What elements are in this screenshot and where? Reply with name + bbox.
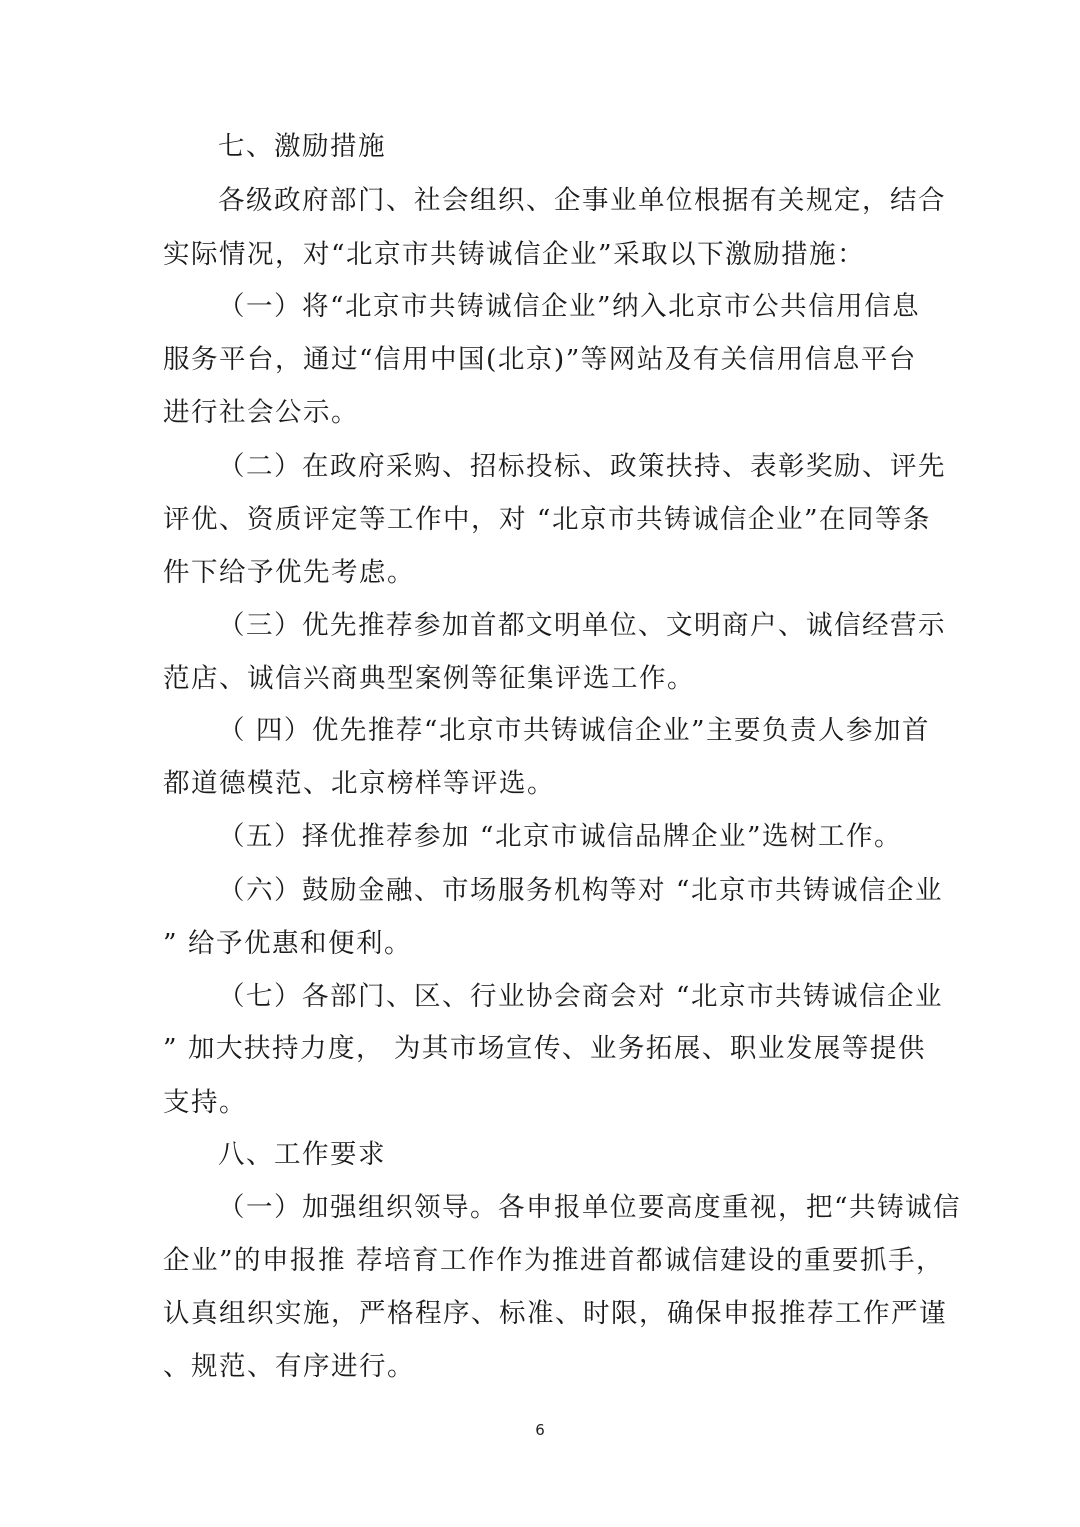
paragraph-line: （三）优先推荐参加首都文明单位、文明商户、诚信经营示 xyxy=(218,610,946,641)
paragraph-line: 件下给予优先考虑。 xyxy=(163,557,415,588)
page-number: 6 xyxy=(535,1421,545,1439)
paragraph-line: 、规范、有序进行。 xyxy=(163,1351,415,1382)
paragraph-line: 支持。 xyxy=(163,1087,247,1118)
paragraph-line: （七）各部门、区、行业协会商会对 “北京市共铸诚信企业 xyxy=(218,981,943,1012)
paragraph-line: 实际情况，对“北京市共铸诚信企业”采取以下激励措施： xyxy=(163,239,866,270)
paragraph-line: （六）鼓励金融、市场服务机构等对 “北京市共铸诚信企业 xyxy=(218,875,943,906)
paragraph-line: 服务平台，通过“信用中国(北京)”等网站及有关信用信息平台 xyxy=(163,344,917,375)
paragraph-line: 都道德模范、北京榜样等评选。 xyxy=(163,768,555,799)
section-heading-7: 七、激励措施 xyxy=(218,131,386,162)
paragraph-line: （二）在政府采购、招标投标、政策扶持、表彰奖励、评先 xyxy=(218,451,946,482)
paragraph-line: （ 四）优先推荐“北京市共铸诚信企业”主要负责人参加首 xyxy=(218,715,931,746)
paragraph-line: （一）加强组织领导。各申报单位要高度重视，把“共铸诚信 xyxy=(218,1192,962,1223)
paragraph-line: ” 给予优惠和便利。 xyxy=(163,928,412,959)
paragraph-line: 各级政府部门、社会组织、企事业单位根据有关规定，结合 xyxy=(218,185,946,216)
paragraph-line: 认真组织实施，严格程序、标准、时限，确保申报推荐工作严谨 xyxy=(163,1298,947,1329)
paragraph-line: 评优、资质评定等工作中，对 “北京市共铸诚信企业”在同等条 xyxy=(163,504,932,535)
paragraph-line: （一）将“北京市共铸诚信企业”纳入北京市公共信用信息 xyxy=(218,291,921,322)
paragraph-line: 进行社会公示。 xyxy=(163,397,359,428)
section-heading-8: 八、工作要求 xyxy=(218,1139,386,1170)
paragraph-line: ” 加大扶持力度， 为其市场宣传、业务拓展、职业发展等提供 xyxy=(163,1033,926,1064)
paragraph-line: （五）择优推荐参加 “北京市诚信品牌企业”选树工作。 xyxy=(218,821,903,852)
paragraph-line: 范店、诚信兴商典型案例等征集评选工作。 xyxy=(163,663,695,694)
paragraph-line: 企业”的申报推 荐培育工作作为推进首都诚信建设的重要抓手， xyxy=(163,1245,944,1276)
